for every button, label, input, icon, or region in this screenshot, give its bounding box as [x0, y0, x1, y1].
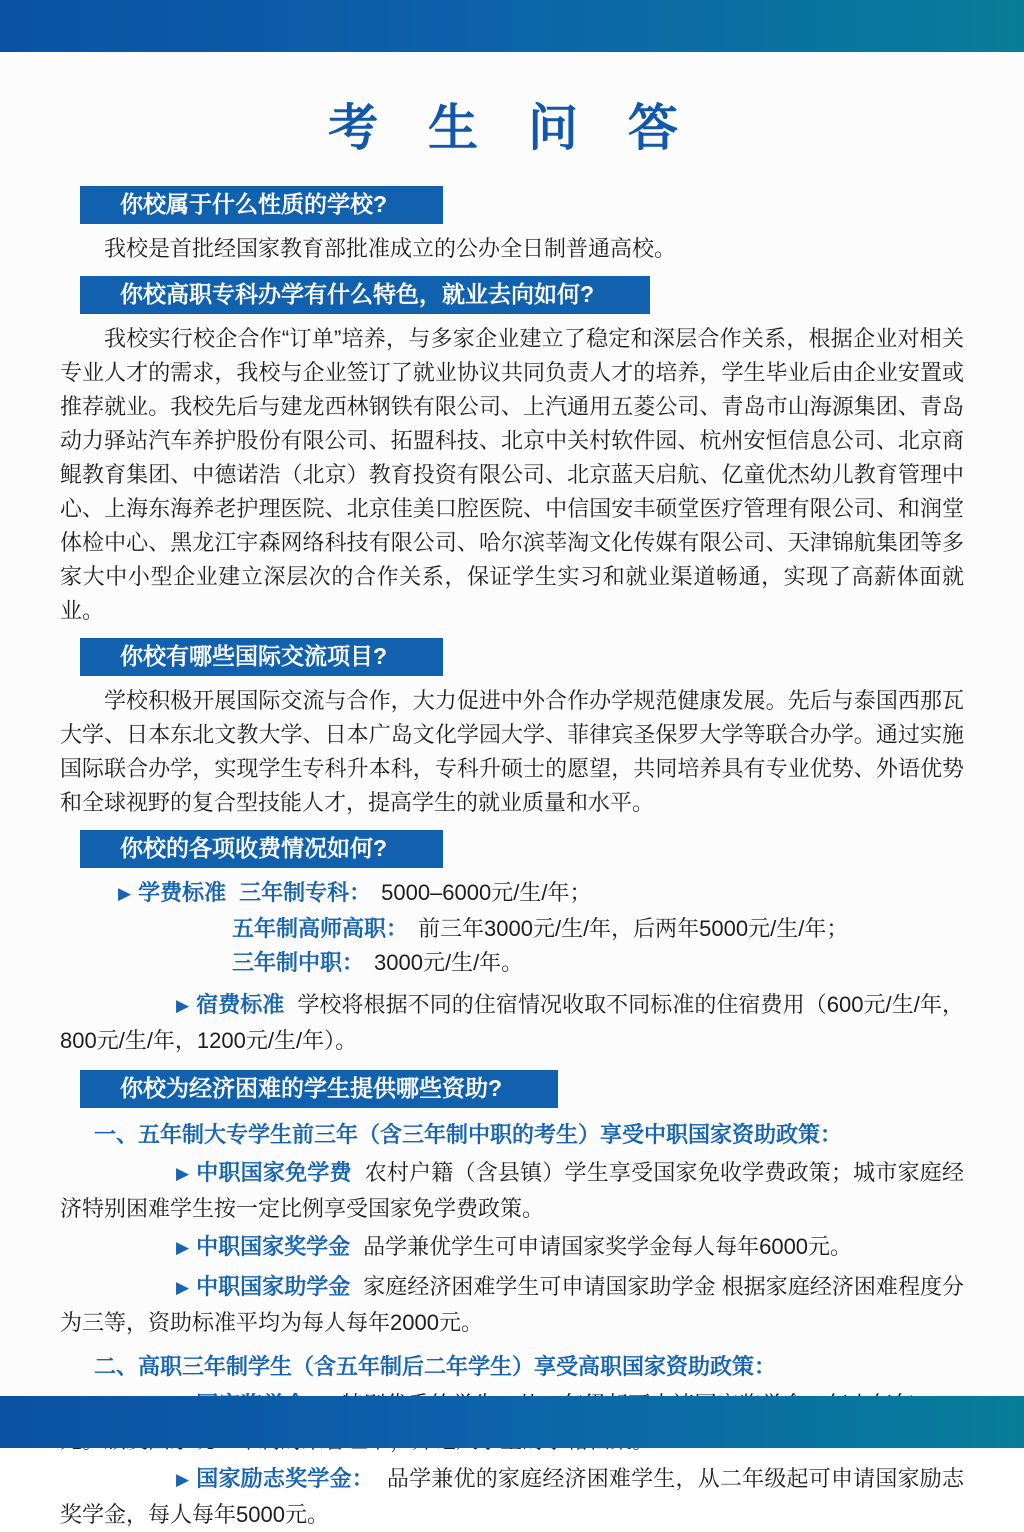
question-bar-school-nature: [80, 186, 443, 224]
fee-item-value: 3000元/生/年。: [374, 950, 524, 975]
answer-school-nature: 我校是首批经国家教育部批准成立的公办全日制普通高校。: [104, 236, 677, 261]
aid-item-tuition-waiver: [60, 1156, 964, 1226]
aid-item-label: 中职国家助学金: [196, 1274, 351, 1299]
fee-item-name: 五年制高师高职：: [232, 916, 409, 941]
tuition-label: 学费标准: [138, 880, 227, 905]
triangle-bullet-icon: ▶: [118, 884, 132, 903]
fee-item-value: 前三年3000元/生/年，后两年5000元/生/年；: [418, 916, 849, 941]
aid-item-secondary-scholarship: [60, 1230, 964, 1266]
question-bar-fees: [80, 830, 443, 868]
triangle-bullet-icon: ▶: [176, 1470, 190, 1489]
triangle-bullet-icon: ▶: [176, 1238, 190, 1257]
triangle-bullet-icon: ▶: [176, 1278, 190, 1297]
fee-item-value: 5000–6000元/生/年；: [381, 880, 592, 905]
aid-item-text: 品学兼优的家庭经济困难学生，从二年级起可申请国家励志奖学金，每人每年5000元。: [60, 1466, 964, 1527]
triangle-bullet-icon: ▶: [176, 996, 190, 1015]
aid-group1-heading: 一、五年制大专学生前三年（含三年制中职的考生）享受中职国家资助政策：: [94, 1122, 843, 1147]
aid-item-inspiration-scholarship: [60, 1462, 964, 1532]
top-gradient-banner: [0, 0, 1024, 52]
aid-group2-heading: 二、高职三年制学生（含五年制后二年学生）享受高职国家资助政策：: [94, 1354, 777, 1379]
question-text: 你校的各项收费情况如何?: [120, 835, 388, 861]
aid-item-label: 国家励志奖学金：: [196, 1466, 374, 1491]
tuition-standard-row: [232, 946, 964, 980]
accommodation-label: 宿费标准: [196, 992, 285, 1017]
aid-item-text: 家庭经济困难学生可申请国家助学金 根据家庭经济困难程度分为三等，资助标准平均为每人每年2000元。: [60, 1274, 964, 1335]
aid-item-secondary-grant: [60, 1270, 964, 1340]
aid-item-text: 品学兼优学生可申请国家奖学金每人每年6000元。: [363, 1234, 853, 1259]
triangle-bullet-icon: ▶: [176, 1164, 190, 1183]
answer-international-programs: 学校积极开展国际交流与合作，大力促进中外合作办学规范健康发展。先后与泰国西那瓦大学、日本东北文教大学、日本广岛文化学园大学、菲律宾圣保罗大学等联合办学。通过实施国际联合办学，实现学生专科升本科，专科升硕士的愿望，共同培养具有专业优势、外语优势和全球视野的复合型技能人才，提高学生的就业质量和水平。: [60, 688, 964, 815]
fee-item-name: 三年制中职：: [232, 950, 365, 975]
tuition-standard-row: [232, 912, 964, 946]
aid-item-label: 中职国家免学费: [196, 1160, 352, 1185]
tuition-standard-row: [118, 876, 964, 912]
accommodation-text: 学校将根据不同的住宿情况收取不同标准的住宿费用（600元/生/年，800元/生/年，1200元/生/年）。: [60, 992, 964, 1053]
question-text: 你校高职专科办学有什么特色，就业去向如何?: [120, 281, 595, 307]
page-title: 考 生 问 答: [328, 100, 696, 156]
answer-features-employment: 我校实行校企合作“订单”培养，与多家企业建立了稳定和深层合作关系，根据企业对相关专业人才的需求，我校与企业签订了就业协议共同负责人才的培养，学生毕业后由企业安置或推荐就业。我校先后与建龙西林钢铁有限公司、上汽通用五菱公司、青岛市山海源集团、青岛动力驿站汽车养护股份有限公司、拓盟科技、北京中关村软件园、杭州安恒信息公司、北京商鲲教育集团、中德诺浩（北京）教育投资有限公司、北京蓝天启航、亿童优杰幼儿教育管理中心、上海东海养老护理医院、北京佳美口腔医院、中信国安丰硕堂医疗管理有限公司、和润堂体检中心、黑龙江宇森网络科技有限公司、哈尔滨莘淘文化传媒有限公司、天津锦航集团等多家大中小型企业建立深层次的合作关系，保证学生实习和就业渠道畅通，实现了高薪体面就业。: [60, 326, 964, 623]
question-bar-international-programs: [80, 638, 443, 676]
page-content: [0, 88, 1024, 1532]
accommodation-standard-paragraph: [60, 988, 964, 1058]
aid-item-text: 农村户籍（含县镇）学生享受国家免收学费政策；城市家庭经济特别困难学生按一定比例享受国家免学费政策。: [60, 1160, 964, 1221]
bottom-gradient-banner: [0, 1396, 1024, 1448]
question-bar-financial-aid: [80, 1070, 558, 1108]
question-bar-features-employment: [80, 276, 650, 314]
question-text: 你校有哪些国际交流项目?: [120, 643, 388, 669]
fee-item-name: 三年制专科：: [239, 880, 372, 905]
aid-item-label: 中职国家奖学金: [196, 1234, 351, 1259]
question-text: 你校为经济困难的学生提供哪些资助?: [120, 1075, 503, 1101]
question-text: 你校属于什么性质的学校?: [120, 191, 388, 217]
